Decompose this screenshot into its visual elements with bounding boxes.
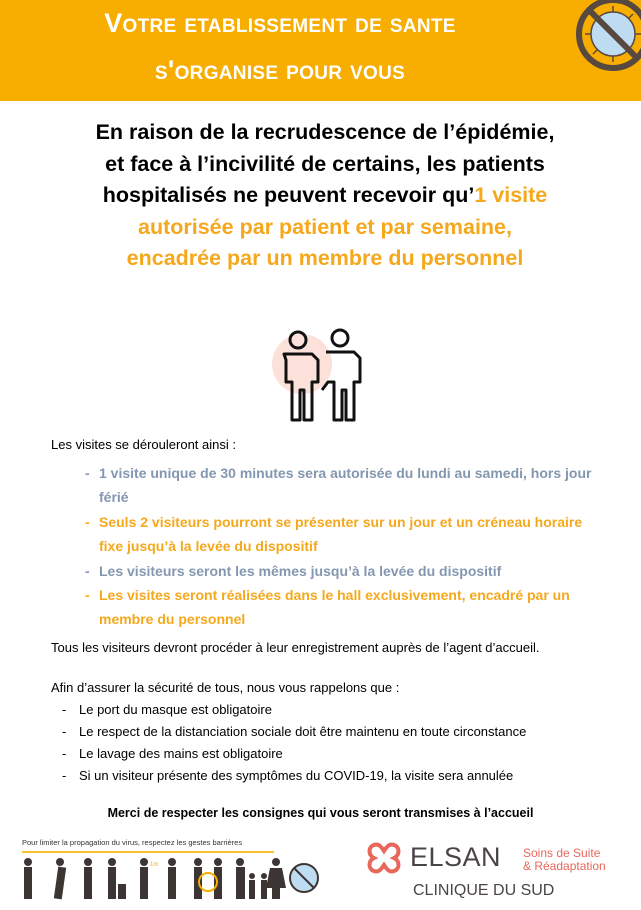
visit-rule-text: Les visites seront réalisées dans le hall exclusivement, encadré par un membre du personnel	[99, 587, 570, 627]
intro-line	[40, 180, 610, 212]
reminder-item: - Le respect de la distanciation sociale doit être maintenu en toute circonstance	[62, 724, 527, 739]
registration-note: Tous les visiteurs devront procéder à leur enregistrement auprès de l’agent d’accueil.	[51, 640, 540, 655]
reminder-text: Le lavage des mains est obligatoire	[79, 746, 283, 761]
visits-heading: Les visites se dérouleront ainsi :	[51, 437, 236, 452]
intro-line: En raison de la recrudescence de l’épidémie,	[95, 120, 555, 144]
header-banner	[0, 0, 641, 101]
visitors-icon	[262, 322, 372, 422]
dash: -	[85, 563, 90, 579]
elsan-logo-icon	[366, 841, 402, 877]
title-line-2: s'organise pour vous	[154, 55, 406, 85]
gestures-caption: Pour limiter la propagation du virus, respectez les gestes barrières	[22, 838, 243, 847]
dash: -	[85, 587, 90, 603]
reminder-item: - Le lavage des mains est obligatoire	[62, 746, 283, 761]
intro-statement	[40, 117, 610, 275]
visit-rule	[85, 461, 595, 509]
reminder-heading: Afin d’assurer la sécurité de tous, nous vous rappelons que :	[51, 680, 400, 695]
intro-text: hospitalisés ne peuvent recevoir qu’	[102, 183, 475, 207]
service-line: Soins de Suite	[523, 846, 601, 860]
reminder-item: - Le port du masque est obligatoire	[62, 702, 272, 717]
dash: -	[85, 465, 90, 481]
service-name	[523, 847, 606, 873]
visit-rule-text: Seuls 2 visiteurs pourront se présenter sur un jour et un créneau horaire fixe jusqu’à la levée du dispositif	[99, 514, 583, 554]
dash: -	[85, 514, 90, 530]
clinic-name: CLINIQUE DU SUD	[413, 882, 555, 899]
reminder-text: Le port du masque est obligatoire	[79, 702, 272, 717]
intro-line: et face à l’incivilité de certains, les patients	[105, 151, 545, 176]
divider	[22, 851, 274, 853]
title-line-1: Votre etablissement de sante	[104, 8, 456, 38]
visit-rule	[85, 583, 595, 631]
reminder-text: Le respect de la distanciation sociale doit être maintenu en toute circonstance	[79, 724, 527, 739]
no-virus-icon	[568, 0, 641, 76]
reminder-text: Si un visiteur présente des symptômes du COVID-19, la visite sera annulée	[79, 768, 514, 783]
visit-rule-text: 1 visite unique de 30 minutes sera autorisée du lundi au samedi, hors jour férié	[99, 465, 592, 505]
intro-highlight: 1 visite	[474, 183, 548, 207]
intro-highlight: encadrée par un membre du personnel	[126, 246, 524, 270]
visit-rule	[85, 559, 595, 583]
distance-label: 1m	[150, 862, 159, 868]
reminder-item: - Si un visiteur présente des symptômes du COVID-19, la visite sera annulée	[62, 768, 514, 783]
visit-rule-text: Les visiteurs seront les mêmes jusqu’à la levée du dispositif	[99, 563, 502, 579]
barrier-gestures-icons	[20, 856, 320, 902]
visit-rule	[85, 510, 595, 558]
service-line: & Réadaptation	[523, 859, 606, 873]
intro-highlight: autorisée par patient et par semaine,	[138, 214, 512, 239]
closing-message: Merci de respecter les consignes qui vous seront transmises à l’accueil	[107, 806, 534, 820]
brand-name: ELSAN	[410, 842, 502, 872]
